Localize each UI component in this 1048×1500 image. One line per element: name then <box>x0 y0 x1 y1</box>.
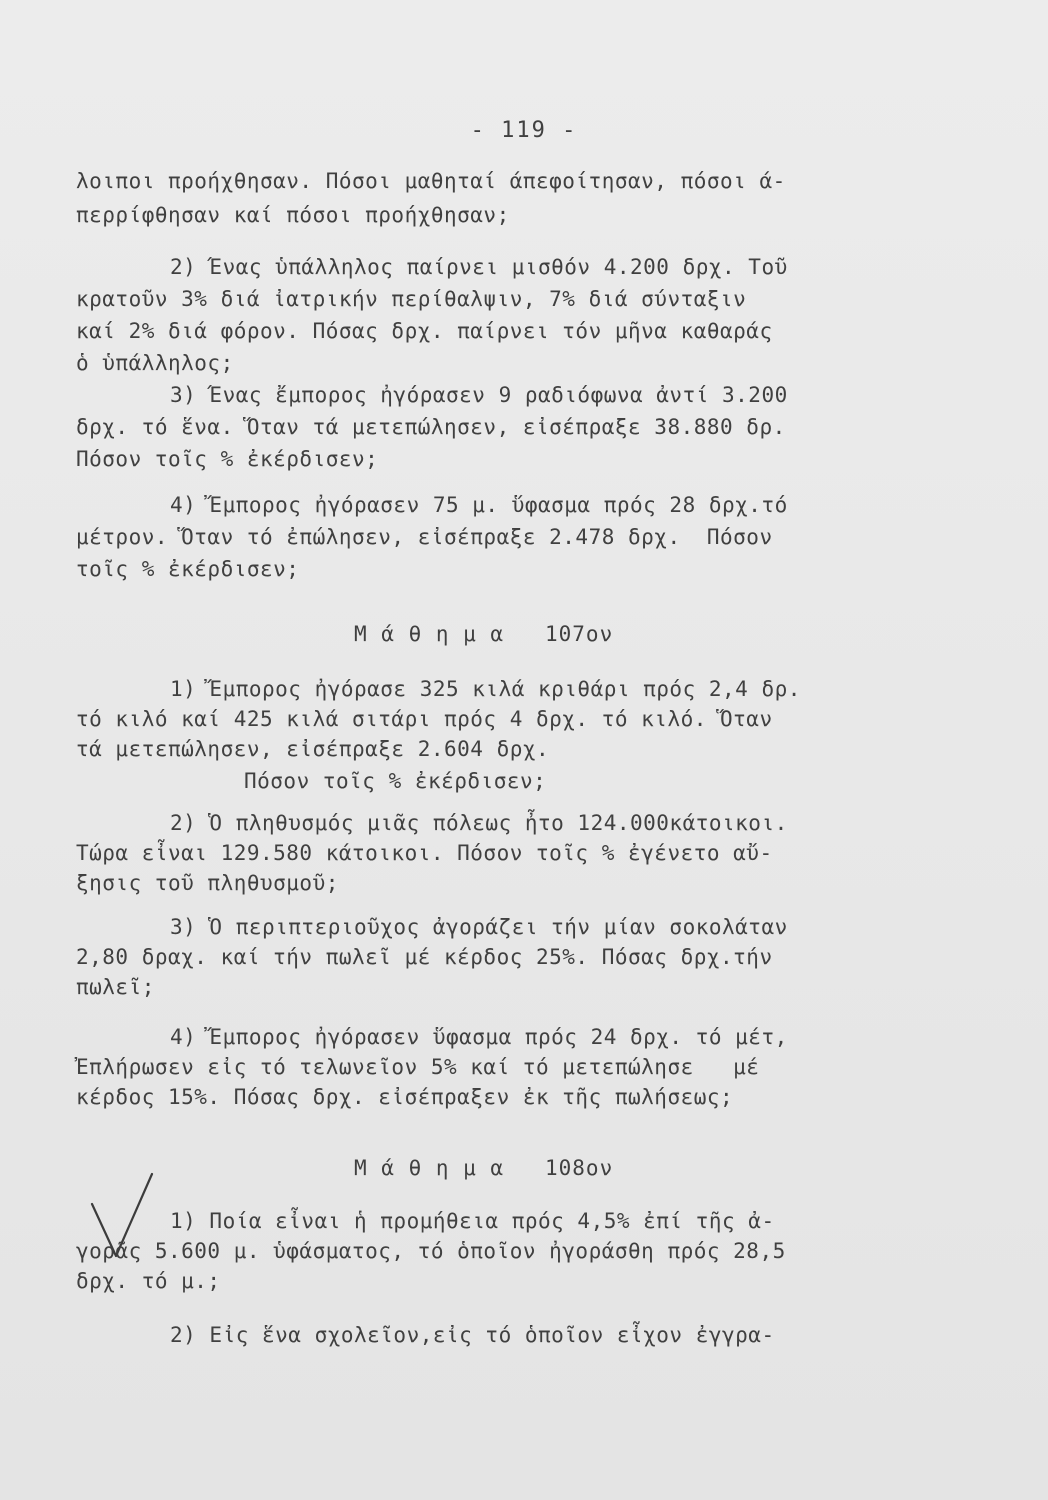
text-line: 4) Ἔμπορος ἠγόρασεν 75 μ. ὕφασμα πρός 28 δρχ.τό <box>170 493 788 517</box>
text-line: λοιποι προήχθησαν. Πόσοι μαθηταί άπεφοίτησαν, πόσοι ά- <box>76 169 786 193</box>
text-line: τοῖς % ἐκέρδισεν; <box>76 557 300 581</box>
lesson-heading: Μ ά θ η μ α 108ον <box>354 1156 614 1180</box>
text-line: 3) Ὁ περιπτεριοῦχος ἀγοράζει τήν μίαν σοκολάταν <box>170 915 788 939</box>
text-line: περρίφθησαν καί πόσοι προήχθησαν; <box>76 203 510 227</box>
text-line: δρχ. τό ἕνα. Ὅταν τά μετεπώλησεν, εἰσέπραξε 38.880 δρ. <box>76 415 786 439</box>
text-line: πωλεῖ; <box>76 975 155 999</box>
text-line: 1) Ποία εἶναι ἡ προμήθεια πρός 4,5% ἐπί τῆς ἀ- <box>170 1209 775 1233</box>
text-line: 4) Ἔμπορος ἠγόρασεν ὕφασμα πρός 24 δρχ. τό μέτ, <box>170 1025 788 1049</box>
text-line: ὁ ὑπάλληλος; <box>76 351 234 375</box>
text-line: 2) Εἰς ἕνα σχολεῖον,εἰς τό ὁποῖον εἶχον ἐγγρα- <box>170 1323 775 1347</box>
text-line: Τώρα εἶναι 129.580 κάτοικοι. Πόσον τοῖς % ἐγένετο αὔ- <box>76 841 773 865</box>
text-line: κέρδος 15%. Πόσας δρχ. εἰσέπραξεν ἐκ τῆς πωλήσεως; <box>76 1085 734 1109</box>
text-line: 1) Ἔμπορος ἠγόρασε 325 κιλά κριθάρι πρός 2,4 δρ. <box>170 677 801 701</box>
text-line: 2,80 δραχ. καί τήν πωλεῖ μέ κέρδος 25%. Πόσας δρχ.τήν <box>76 945 773 969</box>
text-line: μέτρον. Ὅταν τό ἐπώλησεν, εἰσέπραξε 2.478 δρχ. Πόσον <box>76 525 773 549</box>
text-line: 2) Ὁ πληθυσμός μιᾶς πόλεως ἦτο 124.000κάτοικοι. <box>170 811 788 835</box>
text-line: 2) Ένας ὑπάλληλος παίρνει μισθόν 4.200 δρχ. Τοῦ <box>170 255 788 279</box>
text-line: κρατοῦν 3% διά ἰατρικήν περίθαλψιν, 7% διά σύνταξιν <box>76 287 747 311</box>
text-line: τό κιλό καί 425 κιλά σιτάρι πρός 4 δρχ. τό κιλό. Ὅταν <box>76 707 773 731</box>
page-number: - 119 - <box>470 118 578 143</box>
text-line: ξησις τοῦ πληθυσμοῦ; <box>76 871 339 895</box>
text-line: Ἐπλήρωσεν εἰς τό τελωνεῖον 5% καί τό μετεπώλησε μέ <box>76 1055 760 1079</box>
text-line: Πόσον τοῖς % ἐκέρδισεν; <box>76 447 379 471</box>
text-line: γορᾶς 5.600 μ. ὑφάσματος, τό ὁποῖον ἠγοράσθη πρός 28,5 <box>76 1239 786 1263</box>
text-line: δρχ. τό μ.; <box>76 1269 221 1293</box>
text-line: τά μετεπώλησεν, εἰσέπραξε 2.604 δρχ. <box>76 737 550 761</box>
lesson-heading: Μ ά θ η μ α 107ον <box>354 622 614 646</box>
text-line: καί 2% διά φόρον. Πόσας δρχ. παίρνει τόν μῆνα καθαράς <box>76 319 773 343</box>
text-line: Πόσον τοῖς % ἐκέρδισεν; <box>244 769 547 793</box>
text-line: 3) Ένας ἔμπορος ἠγόρασεν 9 ραδιόφωνα ἀντί 3.200 <box>170 383 788 407</box>
